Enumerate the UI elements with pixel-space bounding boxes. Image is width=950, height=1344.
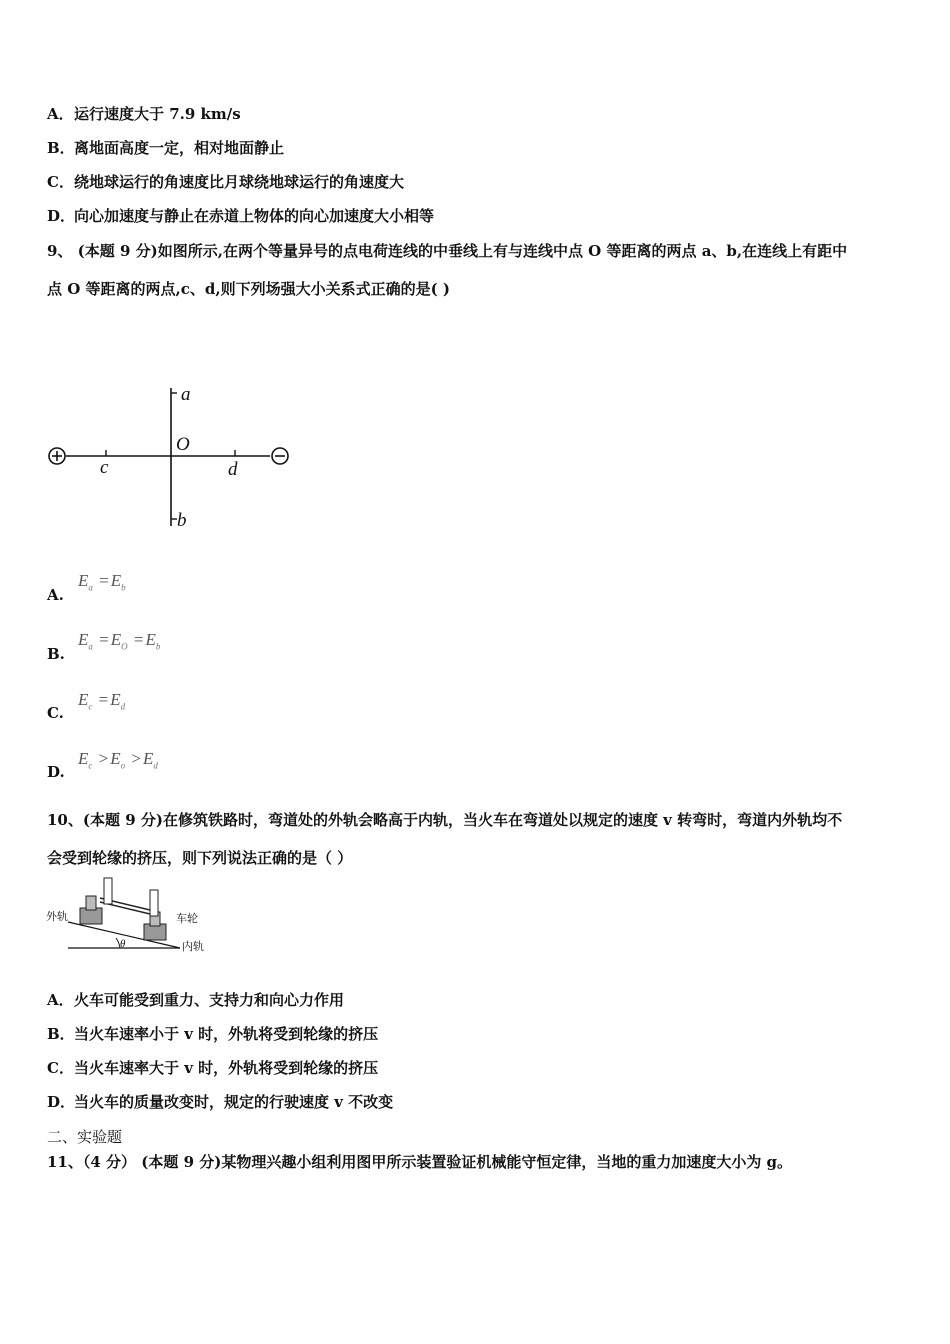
section-heading-experiment: 二、实验题 — [47, 1128, 123, 1146]
q9-option-c-formula: $E_c = E_d$ — [78, 690, 126, 712]
q9-option-b-formula: $E_a = E_O = E_b$ — [78, 630, 161, 652]
q9-option-b-letter: B. — [47, 645, 65, 663]
q9-option-d-formula: $E_c > E_o > E_d$ — [78, 749, 158, 771]
q10-option-b: B．当火车速率小于 v 时，外轨将受到轮缘的挤压 — [47, 1025, 379, 1043]
label-outer-rail: 外轨 — [46, 910, 68, 923]
q10-option-a: A．火车可能受到重力、支持力和向心力作用 — [47, 991, 345, 1009]
q11-stem: 11、（4 分） (本题 9 分)某物理兴趣小组利用图甲所示装置验证机械能守恒定律，当地的重力加速度大小为 g。 — [47, 1153, 793, 1171]
outer-wheel-body — [104, 878, 112, 904]
inner-wheel-body — [150, 890, 158, 916]
label-d: d — [228, 459, 238, 480]
q9-option-a-formula: $E_a = E_b$ — [78, 571, 126, 593]
q8-option-d: D．向心加速度与静止在赤道上物体的向心加速度大小相等 — [47, 207, 435, 225]
q10-option-c: C．当火车速率大于 v 时，外轨将受到轮缘的挤压 — [47, 1059, 379, 1077]
q10-option-d: D．当火车的质量改变时，规定的行驶速度 v 不改变 — [47, 1093, 394, 1111]
q9-option-a-letter: A. — [47, 586, 64, 604]
q10-track-diagram — [42, 874, 212, 956]
q8-option-a: A．运行速度大于 7.9 km/s — [47, 105, 241, 123]
q9-stem-line1: 9、 (本题 9 分)如图所示,在两个等量异号的点电荷连线的中垂线上有与连线中点 O 等距离的两点 a、b,在连线上有距中 — [47, 242, 848, 260]
label-c: c — [100, 457, 109, 478]
label-theta: θ — [120, 938, 126, 950]
q10-stem-line2: 会受到轮缘的挤压，则下列说法正确的是（ ） — [47, 849, 353, 867]
q9-option-d-letter: D. — [47, 763, 65, 781]
q9-option-c-letter: C. — [47, 704, 64, 722]
q10-stem-line1: 10、(本题 9 分)在修筑铁路时，弯道处的外轨会略高于内轨，当火车在弯道处以规定的速度 v 转弯时，弯道内外轨均不 — [47, 811, 843, 829]
label-b: b — [177, 510, 187, 531]
outer-wheel-flange — [86, 896, 96, 910]
q8-option-b: B．离地面高度一定，相对地面静止 — [47, 139, 285, 157]
label-a: a — [181, 384, 191, 405]
q9-charge-diagram — [40, 380, 310, 535]
q9-stem-line2: 点 O 等距离的两点,c、d,则下列场强大小关系式正确的是( ) — [47, 280, 450, 298]
label-wheel: 车轮 — [176, 912, 198, 925]
label-o: O — [176, 434, 190, 455]
label-inner-rail: 内轨 — [182, 940, 204, 953]
q8-option-c: C．绕地球运行的角速度比月球绕地球运行的角速度大 — [47, 173, 405, 191]
